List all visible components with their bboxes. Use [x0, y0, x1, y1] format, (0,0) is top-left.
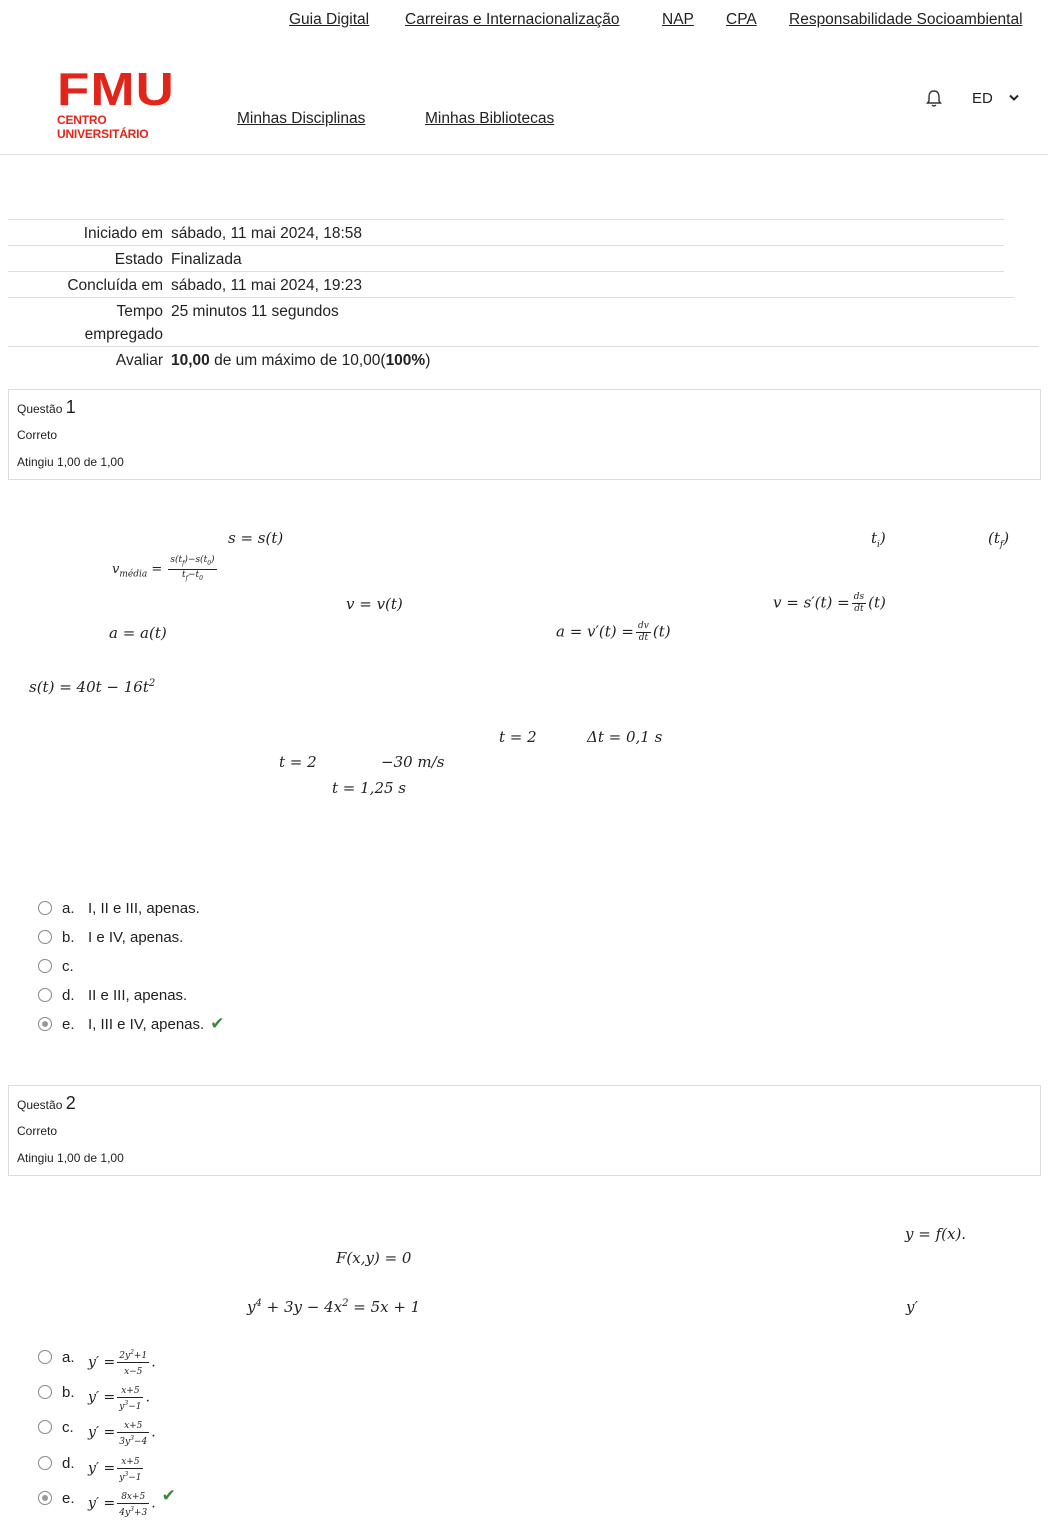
option-formula: y′ = $\frac{x+5}{y^3-1}$ . [88, 1382, 150, 1413]
option-letter: a. [62, 899, 75, 917]
math-expression: y = f(x). [905, 1225, 967, 1243]
math-expression: t = 2 [499, 728, 537, 746]
answer-option-c[interactable] [38, 1416, 156, 1447]
header-divider [0, 154, 1048, 155]
nav-minhas-bibliotecas[interactable]: Minhas Bibliotecas [425, 110, 555, 127]
answer-option-c[interactable] [38, 955, 88, 977]
math-expression: a = a(t) [109, 624, 167, 642]
math-expression: s = s(t) [228, 529, 284, 547]
question-1-info [8, 389, 1041, 480]
grade-text: de um máximo de 10,00( [209, 352, 386, 369]
math-expression: t = 2 [279, 753, 317, 771]
grade-percent: 100% [385, 352, 426, 369]
summary-label: Iniciado em [83, 225, 163, 242]
summary-label: Avaliar [115, 352, 163, 369]
question-2-info [8, 1085, 1041, 1176]
question-status: Correto [17, 1124, 58, 1138]
answer-option-e[interactable] [38, 1486, 176, 1518]
user-initials: ED [972, 89, 993, 107]
option-letter: e. [62, 1015, 75, 1033]
math-expression: v = s′(t) = $\frac{ds}{dt}$ (t) [773, 592, 886, 614]
option-formula: y′ = $\frac{8x+5}{4y^3+3}$ . [88, 1488, 156, 1519]
summary-row-started [8, 219, 1004, 246]
option-letter: c. [62, 957, 74, 975]
math-expression: t = 1,25 s [332, 779, 406, 797]
math-expression: $(t_f)$ [988, 529, 1010, 550]
grade-score: 10,00 [171, 352, 210, 369]
user-menu[interactable] [972, 88, 1019, 108]
radio-button[interactable] [38, 1350, 52, 1364]
math-expression: $s(t) = 40t - 16t^2$ [29, 678, 156, 696]
option-text: I, II e III, apenas. [88, 899, 200, 917]
grade-text-end: ) [425, 352, 431, 369]
answer-option-a[interactable] [38, 1346, 156, 1377]
summary-row-finished [8, 271, 1004, 298]
radio-button-selected[interactable] [38, 1491, 52, 1505]
math-expression: $y^4 + 3y - 4x^2 = 5x + 1$ [247, 1298, 421, 1316]
nav-minhas-disciplinas[interactable]: Minhas Disciplinas [237, 110, 366, 127]
answer-option-e[interactable] [38, 1013, 224, 1035]
answer-option-a[interactable] [38, 897, 200, 919]
question-number: Questão 2 [17, 1093, 76, 1113]
check-icon: ✔ [161, 1486, 176, 1505]
radio-button[interactable] [38, 1385, 52, 1399]
option-letter: a. [62, 1348, 75, 1366]
summary-label: Estado [114, 251, 163, 268]
summary-value: Finalizada [171, 251, 242, 268]
option-formula: y′ = $\frac{x+5}{3y^3-4}$ . [88, 1417, 156, 1448]
option-text: II e III, apenas. [88, 986, 188, 1004]
summary-label: Tempo [116, 303, 163, 320]
radio-button[interactable] [38, 1420, 52, 1434]
math-expression: F(x,y) = 0 [336, 1249, 412, 1267]
option-text: I e IV, apenas. [88, 928, 184, 946]
option-letter: b. [62, 1383, 75, 1401]
summary-value: sábado, 11 mai 2024, 19:23 [171, 277, 363, 294]
chevron-down-icon [1009, 89, 1019, 107]
option-letter: d. [62, 1454, 75, 1472]
logo-text: FMU [57, 63, 176, 115]
summary-row-state [8, 245, 1004, 272]
summary-value: 25 minutos 11 segundos [171, 303, 339, 320]
question-number-value: 2 [65, 1093, 76, 1113]
math-expression: Δt = 0,1 s [587, 728, 663, 746]
math-expression: a = v′(t) = $\frac{dv}{dt}$ (t) [556, 621, 671, 643]
top-link-responsabilidade[interactable]: Responsabilidade Socioambiental [789, 11, 1023, 28]
answer-option-d[interactable] [38, 1452, 145, 1483]
math-expression: y′ [906, 1298, 918, 1316]
option-letter: b. [62, 928, 75, 946]
radio-button[interactable] [38, 930, 52, 944]
summary-label: Concluída em [67, 277, 163, 294]
question-number-value: 1 [65, 397, 76, 417]
bell-icon[interactable] [924, 88, 944, 108]
summary-value: sábado, 11 mai 2024, 18:58 [171, 225, 363, 242]
question-score: Atingiu 1,00 de 1,00 [17, 1151, 124, 1165]
summary-value [171, 352, 430, 370]
option-letter: d. [62, 986, 75, 1004]
math-average-velocity: $v_{média}$ = $\frac{s(t_f)-s(t_0)}{t_f-t_0}$ [112, 555, 215, 582]
radio-button[interactable] [38, 901, 52, 915]
top-link-cpa[interactable]: CPA [726, 11, 757, 28]
option-text: I, III e IV, apenas. [88, 1015, 205, 1033]
check-icon: ✔ [210, 1014, 225, 1033]
top-link-nap[interactable]: NAP [662, 11, 694, 28]
radio-button[interactable] [38, 1456, 52, 1470]
top-link-guia-digital[interactable]: Guia Digital [289, 11, 370, 28]
math-expression: $t_i$) [871, 529, 886, 550]
summary-row-grade [8, 346, 1039, 375]
question-status: Correto [17, 428, 58, 442]
answer-option-d[interactable] [38, 984, 187, 1006]
math-expression: v = v(t) [346, 595, 403, 613]
question-number: Questão 1 [17, 397, 76, 417]
radio-button-selected[interactable] [38, 1017, 52, 1031]
answer-option-b[interactable] [38, 1381, 150, 1412]
answer-option-b[interactable] [38, 926, 183, 948]
top-link-carreiras[interactable]: Carreiras e Internacionalização [405, 11, 620, 28]
option-letter: e. [62, 1489, 75, 1507]
radio-button[interactable] [38, 959, 52, 973]
option-formula: y′ = $\frac{x+5}{y^3-1}$ [88, 1453, 145, 1484]
logo[interactable] [57, 63, 197, 141]
summary-row-time [8, 297, 1014, 347]
summary-label: empregado [84, 326, 163, 343]
option-formula: y′ = $\frac{2y^2+1}{x-5}$ . [88, 1348, 156, 1377]
option-letter: c. [62, 1418, 74, 1436]
radio-button[interactable] [38, 988, 52, 1002]
logo-subtitle: CENTRO UNIVERSITÁRIO [57, 113, 149, 141]
question-score: Atingiu 1,00 de 1,00 [17, 455, 124, 469]
math-expression: −30 m/s [381, 753, 445, 771]
